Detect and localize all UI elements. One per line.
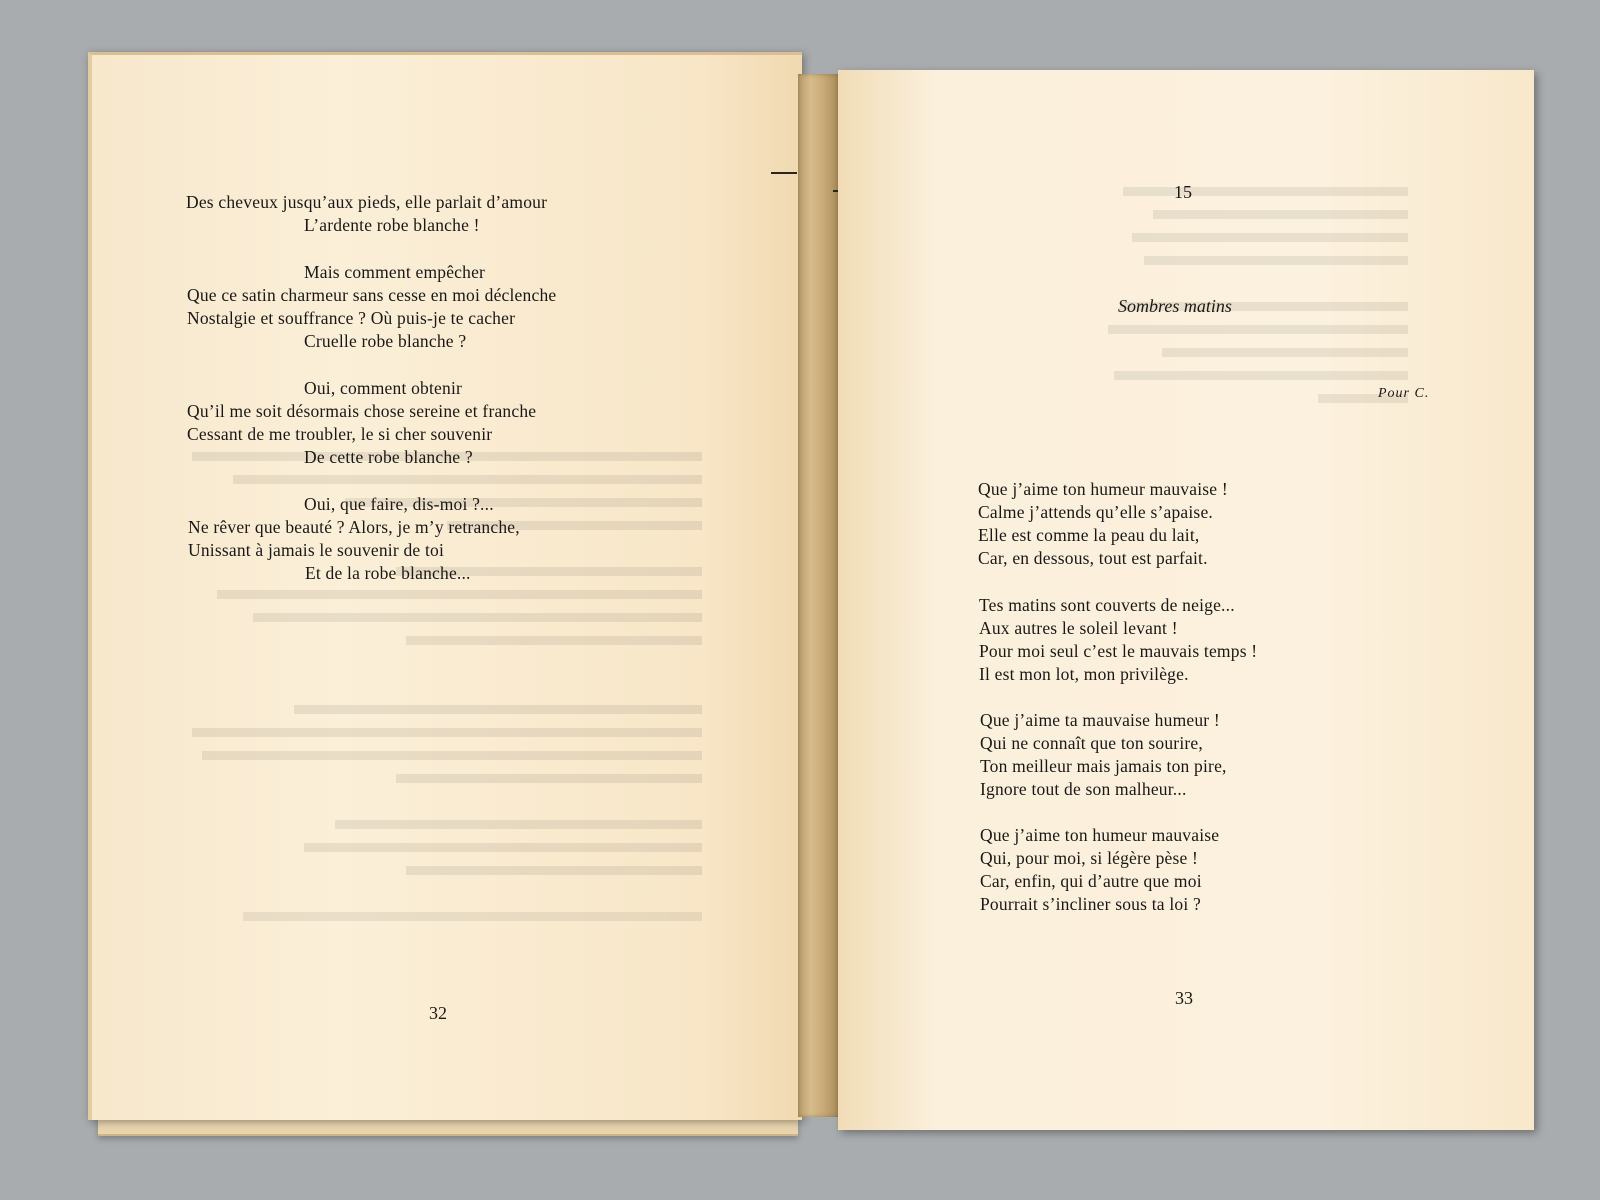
poem-line: Tes matins sont couverts de neige... — [979, 595, 1235, 615]
poem-line: Ne rêver que beauté ? Alors, je m’y retranche, — [188, 517, 520, 537]
poem-line: Nostalgie et souffrance ? Où puis-je te cacher — [187, 308, 516, 328]
poem-line: Aux autres le soleil levant ! — [979, 618, 1178, 638]
poem-line: Ton meilleur mais jamais ton pire, — [980, 756, 1227, 776]
poem-line: Ignore tout de son malheur... — [980, 779, 1187, 799]
left-page — [88, 52, 802, 1120]
poem-line: L’ardente robe blanche ! — [304, 215, 480, 235]
poem-line: Pour moi seul c’est le mauvais temps ! — [979, 641, 1258, 661]
poem-line: Car, en dessous, tout est parfait. — [978, 548, 1208, 568]
crop-mark — [771, 172, 797, 174]
poem-line: Elle est comme la peau du lait, — [978, 525, 1200, 545]
poem-line: Que ce satin charmeur sans cesse en moi déclenche — [187, 285, 557, 305]
poem-line: Des cheveux jusqu’aux pieds, elle parlait d’amour — [186, 192, 548, 212]
poem-title: Sombres matins — [1118, 296, 1232, 316]
poem-dedication: Pour C. — [1378, 386, 1430, 401]
poem-line: Cessant de me troubler, le si cher souvenir — [187, 424, 493, 444]
right-page — [838, 70, 1534, 1130]
poem-line: Oui, comment obtenir — [304, 378, 463, 398]
poem-line: Que j’aime ton humeur mauvaise ! — [978, 479, 1228, 499]
poem-line: Et de la robe blanche... — [305, 563, 471, 583]
poem-line: Qu’il me soit désormais chose sereine et franche — [187, 401, 537, 421]
poem-line: Oui, que faire, dis-moi ?... — [304, 494, 494, 514]
poem-line: Que j’aime ton humeur mauvaise — [980, 825, 1220, 845]
poem-line: Calme j’attends qu’elle s’apaise. — [978, 502, 1213, 522]
poem-line: Unissant à jamais le souvenir de toi — [188, 540, 445, 560]
poem-line: Mais comment empêcher — [304, 262, 486, 282]
poem-line: De cette robe blanche ? — [304, 447, 473, 467]
poem-line: Qui ne connaît que ton sourire, — [980, 733, 1203, 753]
poem-line: Qui, pour moi, si légère pèse ! — [980, 848, 1199, 868]
poem-line: Pourrait s’incliner sous ta loi ? — [980, 894, 1201, 914]
page-number-left: 32 — [429, 1003, 447, 1023]
poem-line: Il est mon lot, mon privilège. — [979, 664, 1189, 684]
poem-line: Que j’aime ta mauvaise humeur ! — [980, 710, 1220, 730]
page-number-right: 33 — [1175, 988, 1193, 1008]
poem-line: Cruelle robe blanche ? — [304, 331, 467, 351]
poem-number: 15 — [1174, 182, 1192, 202]
poem-line: Car, enfin, qui d’autre que moi — [980, 871, 1202, 891]
open-book — [88, 52, 1534, 1136]
show-through-right — [1108, 180, 1408, 410]
book-spine — [798, 74, 840, 1117]
